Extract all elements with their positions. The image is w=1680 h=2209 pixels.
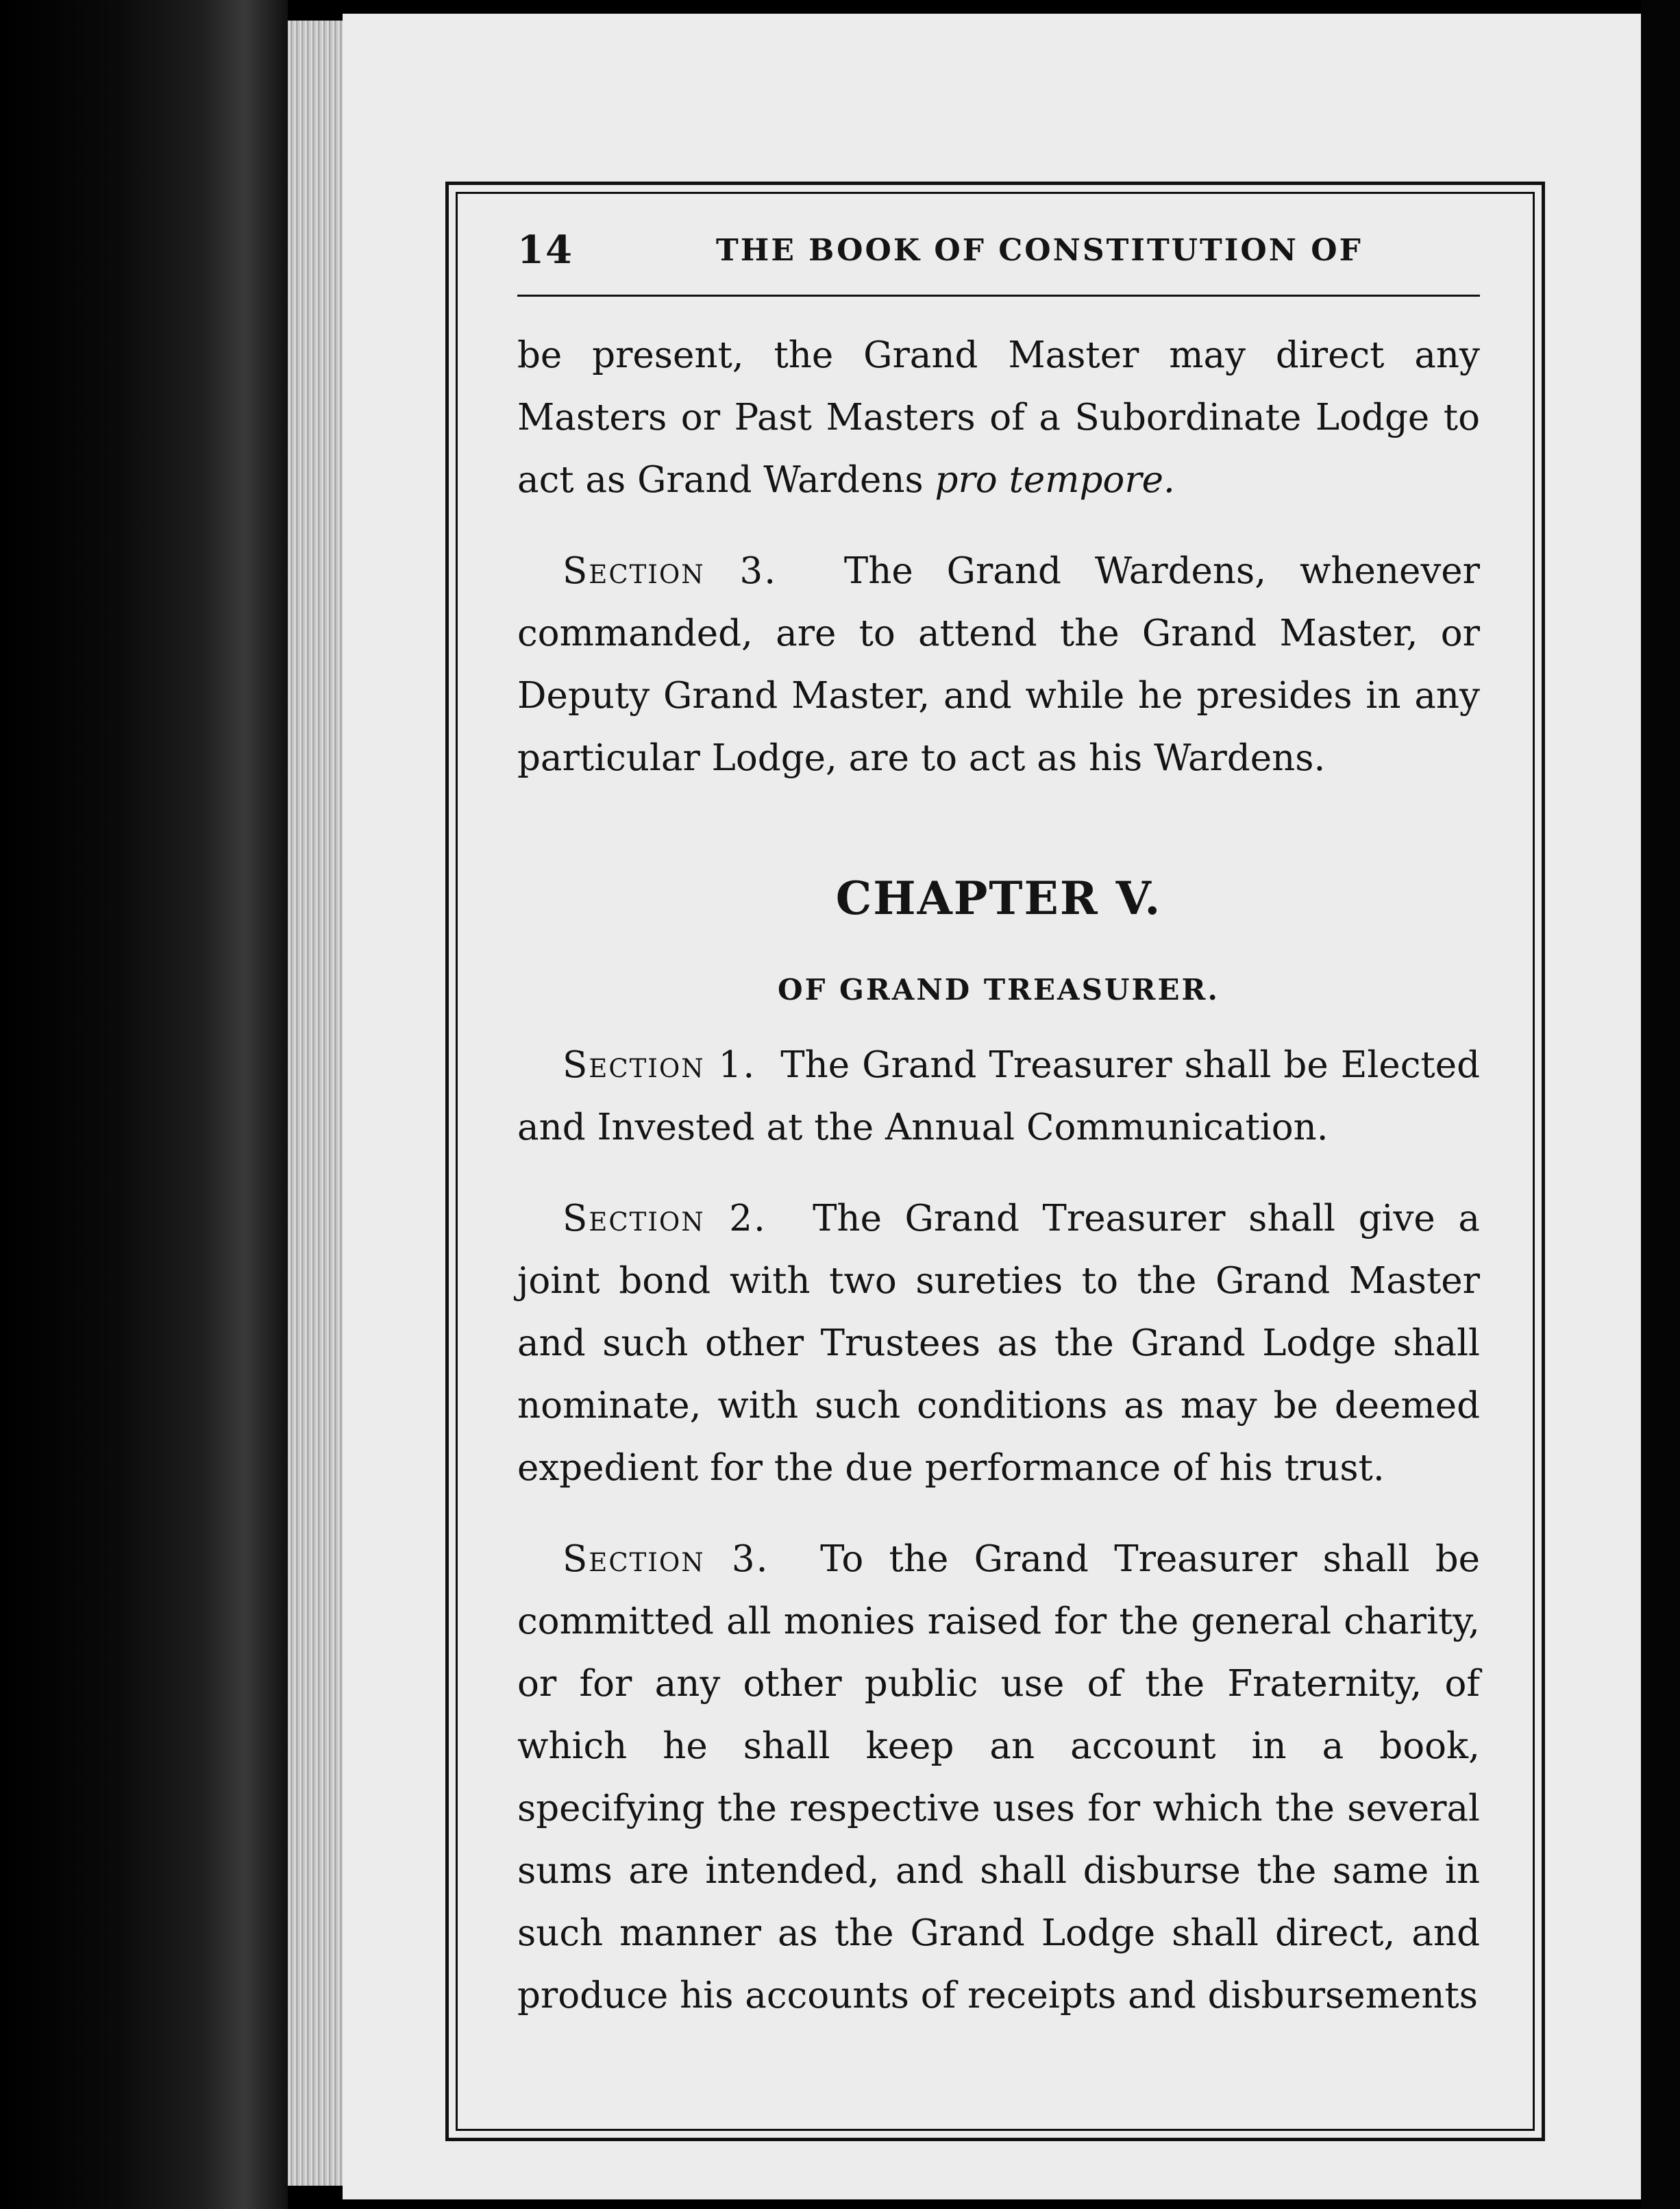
scan-border bbox=[1641, 0, 1680, 2209]
continuation-italic: pro tempore. bbox=[935, 459, 1175, 501]
section-paragraph-3 bbox=[517, 1528, 1480, 2027]
continuation-paragraph bbox=[517, 324, 1480, 511]
running-title: THE BOOK OF CONSTITUTION OF bbox=[716, 233, 1363, 268]
chapter-title: CHAPTER V. bbox=[835, 872, 1162, 925]
section-text: The Grand Wardens, whenever commanded, are to attend the Grand Master, or Deputy Grand Master, and while he presides in any particular Lodge, are to act as his Wardens. bbox=[517, 550, 1480, 779]
section-label: Section 1. bbox=[563, 1044, 756, 1086]
page-text bbox=[517, 219, 1480, 2056]
section-label: Section 3. bbox=[563, 1538, 769, 1580]
page-number: 14 bbox=[517, 227, 573, 273]
running-head bbox=[517, 219, 1480, 274]
continuation-text: be present, the Grand Master may direct any Masters or Past Masters of a Subordinate Lodge to act as Grand Wardens bbox=[517, 334, 1480, 501]
section-paragraph-1 bbox=[517, 1034, 1480, 1159]
section-label: Section 3. bbox=[563, 550, 778, 592]
chapter-subtitle: OF GRAND TREASURER. bbox=[778, 973, 1220, 1007]
section-text: The Grand Treasurer shall give a joint bond with two sureties to the Grand Master and such other Trustees as the Grand Lodge shall nominate, with such conditions as may be deemed expedient for the due performance of his trust. bbox=[517, 1198, 1480, 1489]
section-paragraph-prev-3 bbox=[517, 540, 1480, 789]
page-edges bbox=[288, 21, 343, 2186]
header-rule bbox=[517, 295, 1480, 297]
book-spine bbox=[0, 0, 288, 2209]
section-text: The Grand Treasurer shall be Elected and Invested at the Annual Communication. bbox=[517, 1044, 1481, 1148]
section-text: To the Grand Treasurer shall be committed all monies raised for the general charity, or for any other public use of the Fraternity, of which he shall keep an account in a book, specifying the respective uses for which the several sums are intended, and shall disburse the same in such manner as the Grand Lodge shall direct, and produce his accounts of receipts and disbursements bbox=[517, 1538, 1480, 2016]
section-paragraph-2 bbox=[517, 1187, 1480, 1499]
section-label: Section 2. bbox=[563, 1198, 767, 1239]
